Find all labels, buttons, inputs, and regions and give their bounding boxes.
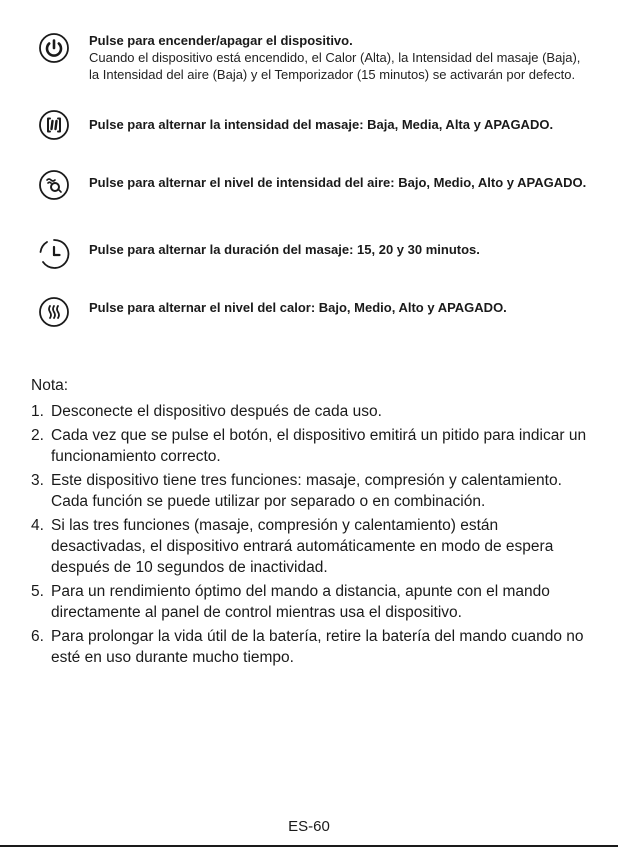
power-title: Pulse para encender/apagar el dispositivo. — [89, 33, 353, 48]
massage-intensity-title: Pulse para alternar la intensidad del masaje: Baja, Media, Alta y APAGADO. — [89, 117, 554, 132]
note-item: 2. Cada vez que se pulse el botón, el dispositivo emitirá un pitido para indicar un funcionamiento correcto. — [31, 427, 587, 465]
power-description: Cuando el dispositivo está encendido, el Calor (Alta), la Intensidad del masaje (Baja), la Intensidad del aire (Baja) y el Temporizador (15 minutos) se activarán por defecto. — [89, 50, 581, 82]
heat-title: Pulse para alternar el nivel del calor: Bajo, Medio, Alto y APAGADO. — [89, 300, 507, 315]
note-item: 1. Desconecte el dispositivo después de cada uso. — [31, 403, 382, 420]
note-item: 3. Este dispositivo tiene tres funciones: masaje, compresión y calentamiento. Cada función se puede utilizar por separado o en combinación. — [31, 472, 562, 510]
bottom-divider — [0, 845, 618, 847]
note-list — [31, 401, 591, 671]
massage-intensity-icon — [38, 109, 70, 141]
note-title: Nota: — [31, 377, 69, 394]
air-intensity-title: Pulse para alternar el nivel de intensidad del aire: Bajo, Medio, Alto y APAGADO. — [89, 175, 587, 190]
note-item: 5. Para un rendimiento óptimo del mando a distancia, apunte con el mando directamente al panel de control mientras usa el dispositivo. — [31, 583, 550, 621]
heat-icon — [38, 296, 70, 328]
timer-icon — [38, 238, 70, 270]
note-item: 6. Para prolongar la vida útil de la batería, retire la batería del mando cuando no esté en uso durante mucho tiempo. — [31, 628, 584, 666]
timer-title: Pulse para alternar la duración del masaje: 15, 20 y 30 minutos. — [89, 242, 480, 257]
air-intensity-icon — [38, 169, 70, 201]
power-icon — [38, 32, 70, 64]
note-item: 4. Si las tres funciones (masaje, compresión y calentamiento) están desactivadas, el dispositivo entrará automáticamente en modo de espera después de 10 segundos de inactividad. — [31, 517, 554, 576]
page-number: ES-60 — [288, 818, 330, 835]
